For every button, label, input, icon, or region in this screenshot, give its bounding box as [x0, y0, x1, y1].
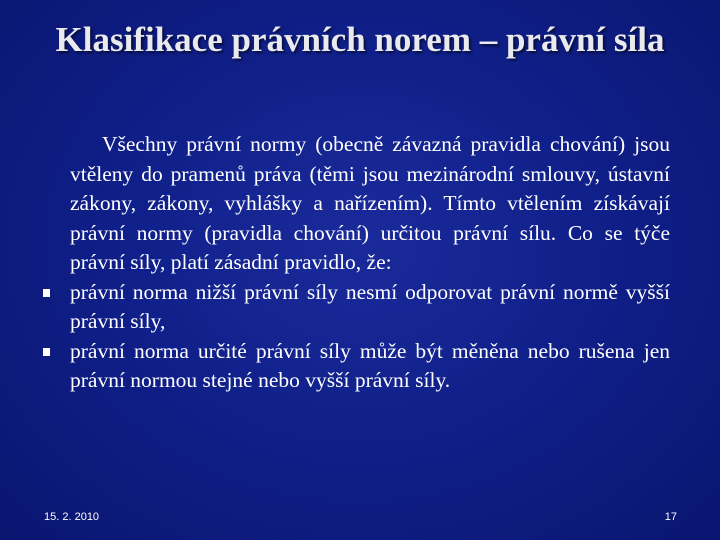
bullet-text: právní norma nižší právní síly nesmí odporovat právní normě vyšší právní síly, — [70, 279, 670, 333]
bullet-text: právní norma určité právní síly může být měněna nebo rušena jen právní normou stejné nebo vyšší právní síly. — [70, 338, 670, 392]
bullet-item — [70, 337, 670, 396]
slide-title: Klasifikace právních norem – právní síla — [55, 20, 665, 59]
slide-body — [70, 130, 670, 396]
square-bullet-icon — [43, 348, 50, 356]
bullet-item — [70, 278, 670, 337]
page-number: 17 — [664, 511, 677, 523]
footer-date: 15. 2. 2010 — [44, 511, 100, 523]
square-bullet-icon — [43, 289, 50, 297]
intro-paragraph: Všechny právní normy (obecně závazná pravidla chování) jsou vtěleny do pramenů práva (těmi jsou mezinárodní smlouvy, ústavní zákony, zákony, vyhlášky a nařízením). Tímto vtělením získávají právní normy (pravidla chování) určitou právní sílu. Co se týče právní síly, platí zásadní pravidlo, že: — [70, 132, 670, 274]
